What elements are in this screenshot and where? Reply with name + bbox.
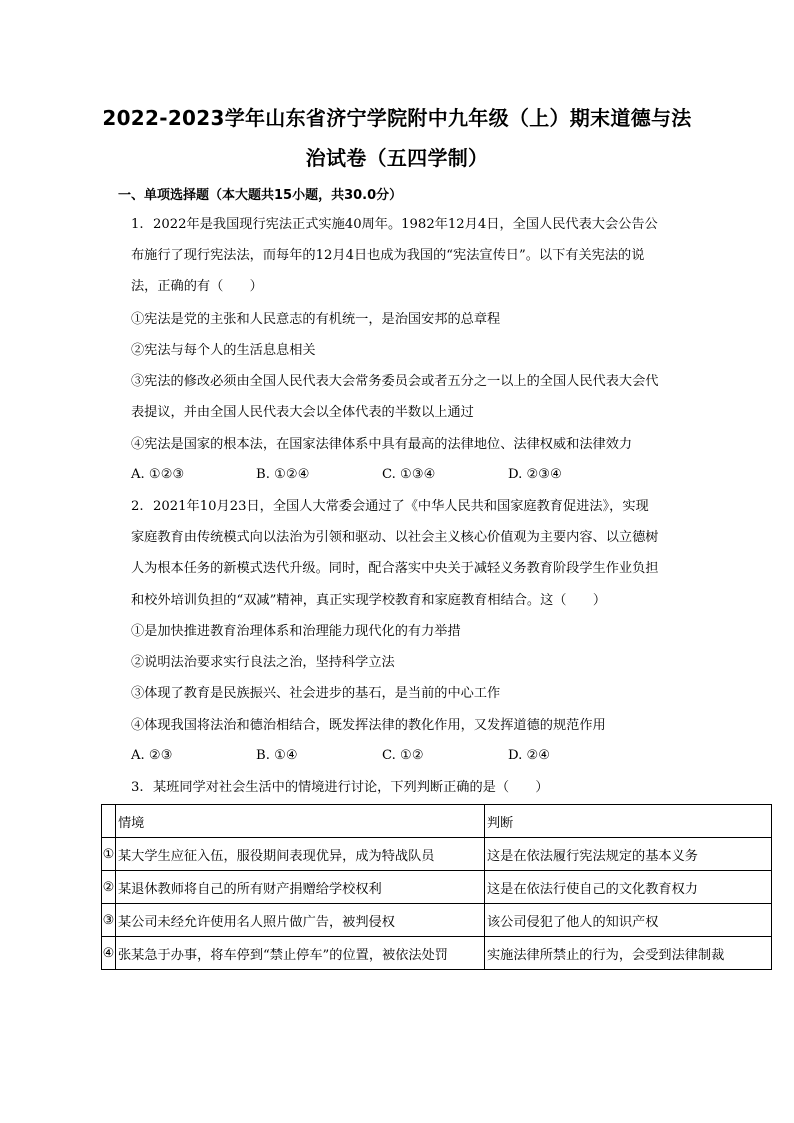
q2-number: 2.	[131, 499, 144, 514]
table-row	[102, 904, 772, 937]
q2-stem-line-4: 和校外培训负担的“双减”精神，真正实现学校教育和家庭教育相结合。这（ ）	[131, 593, 607, 608]
q1-stem-line-1	[131, 216, 658, 234]
table-cell-index: ③	[102, 904, 116, 937]
table-cell-scenario: 某公司未经允许使用名人照片做广告，被判侵权	[116, 904, 485, 937]
q2-statement-3: ③体现了教育是民族振兴、社会进步的基石，是当前的中心工作	[131, 686, 501, 701]
q3-number: 3.	[131, 780, 144, 795]
table-row	[102, 937, 772, 970]
q1-statement-3a: ③宪法的修改必须由全国人民代表大会常务委员会或者五分之一以上的全国人民代表大会代	[131, 374, 659, 389]
q1-stem-line-3: 法，正确的有（ ）	[131, 279, 263, 294]
q1-number: 1.	[131, 217, 144, 232]
table-row	[102, 838, 772, 871]
q2-option-c[interactable]: C. ①②	[382, 748, 424, 763]
table-cell-index: ④	[102, 937, 116, 970]
q1-statement-2: ②宪法与每个人的生活息息相关	[131, 343, 316, 358]
q2-option-a[interactable]: A. ②③	[131, 748, 173, 763]
table-header-judgment: 判断	[485, 805, 772, 838]
exam-title-line-2: 治试卷（五四学制）	[305, 146, 489, 170]
q1-stem-line-2: 布施行了现行宪法法，而每年的12月4日也成为我国的“宪法宣传日”。以下有关宪法的说	[131, 248, 645, 263]
table-cell-scenario: 某退休教师将自己的所有财产捐赠给学校权利	[116, 871, 485, 904]
q2-statement-2: ②说明法治要求实行良法之治，坚持科学立法	[131, 655, 395, 670]
q1-statement-3b: 表提议，并由全国人民代表大会以全体代表的半数以上通过	[131, 405, 474, 420]
table-header-row	[102, 805, 772, 838]
table-cell-judgment: 这是在依法行使自己的文化教育权力	[485, 871, 772, 904]
q1-option-a[interactable]: A. ①②③	[131, 467, 185, 482]
table-cell-judgment: 这是在依法履行宪法规定的基本义务	[485, 838, 772, 871]
q1-statement-4: ④宪法是国家的根本法，在国家法律体系中具有最高的法律地位、法律权威和法律效力	[131, 437, 633, 452]
q2-option-d[interactable]: D. ②④	[508, 748, 551, 763]
q2-statement-1: ①是加快推进教育治理体系和治理能力现代化的有力举措	[131, 624, 461, 639]
q1-stem-text-1: 2022年是我国现行宪法正式实施40周年。1982年12月4日，全国人民代表大会公告公	[153, 217, 658, 232]
q3-stem-text-1: 某班同学对社会生活中的情境进行讨论，下列判断正确的是（ ）	[153, 780, 549, 795]
q2-stem-line-2: 家庭教育由传统模式向以法治为引领和驱动、以社会主义核心价值观为主要内容、以立德树	[131, 530, 659, 545]
table-header-scenario: 情境	[116, 805, 485, 838]
table-header-index	[102, 805, 116, 838]
q1-option-c[interactable]: C. ①③④	[382, 467, 436, 482]
exam-title-line-1: 2022-2023学年山东省济宁学院附中九年级（上）期末道德与法	[102, 106, 692, 130]
q2-statement-4: ④体现我国将法治和德治相结合，既发挥法律的教化作用，又发挥道德的规范作用	[131, 718, 606, 733]
table-cell-judgment: 实施法律所禁止的行为，会受到法律制裁	[485, 937, 772, 970]
q1-statement-1: ①宪法是党的主张和人民意志的有机统一，是治国安邦的总章程	[131, 312, 501, 327]
q2-stem-line-1	[131, 498, 649, 516]
table-cell-index: ②	[102, 871, 116, 904]
table-cell-judgment: 该公司侵犯了他人的知识产权	[485, 904, 772, 937]
table-cell-scenario: 张某急于办事，将车停到“禁止停车”的位置，被依法处罚	[116, 937, 485, 970]
judgment-table	[101, 804, 772, 970]
table-row	[102, 871, 772, 904]
section-header: 一、单项选择题（本大题共15小题，共30.0分）	[118, 188, 403, 203]
q3-stem-line-1	[131, 779, 549, 797]
q1-option-b[interactable]: B. ①②④	[256, 467, 310, 482]
table-cell-index: ①	[102, 838, 116, 871]
q2-stem-line-3: 人为根本任务的新模式迭代升级。同时，配合落实中央关于减轻义务教育阶段学生作业负担	[131, 561, 659, 576]
q2-option-b[interactable]: B. ①④	[256, 748, 298, 763]
table-cell-scenario: 某大学生应征入伍，服役期间表现优异，成为特战队员	[116, 838, 485, 871]
q1-option-d[interactable]: D. ②③④	[508, 467, 562, 482]
q2-stem-text-1: 2021年10月23日，全国人大常委会通过了《中华人民共和国家庭教育促进法》，实现	[153, 499, 649, 514]
